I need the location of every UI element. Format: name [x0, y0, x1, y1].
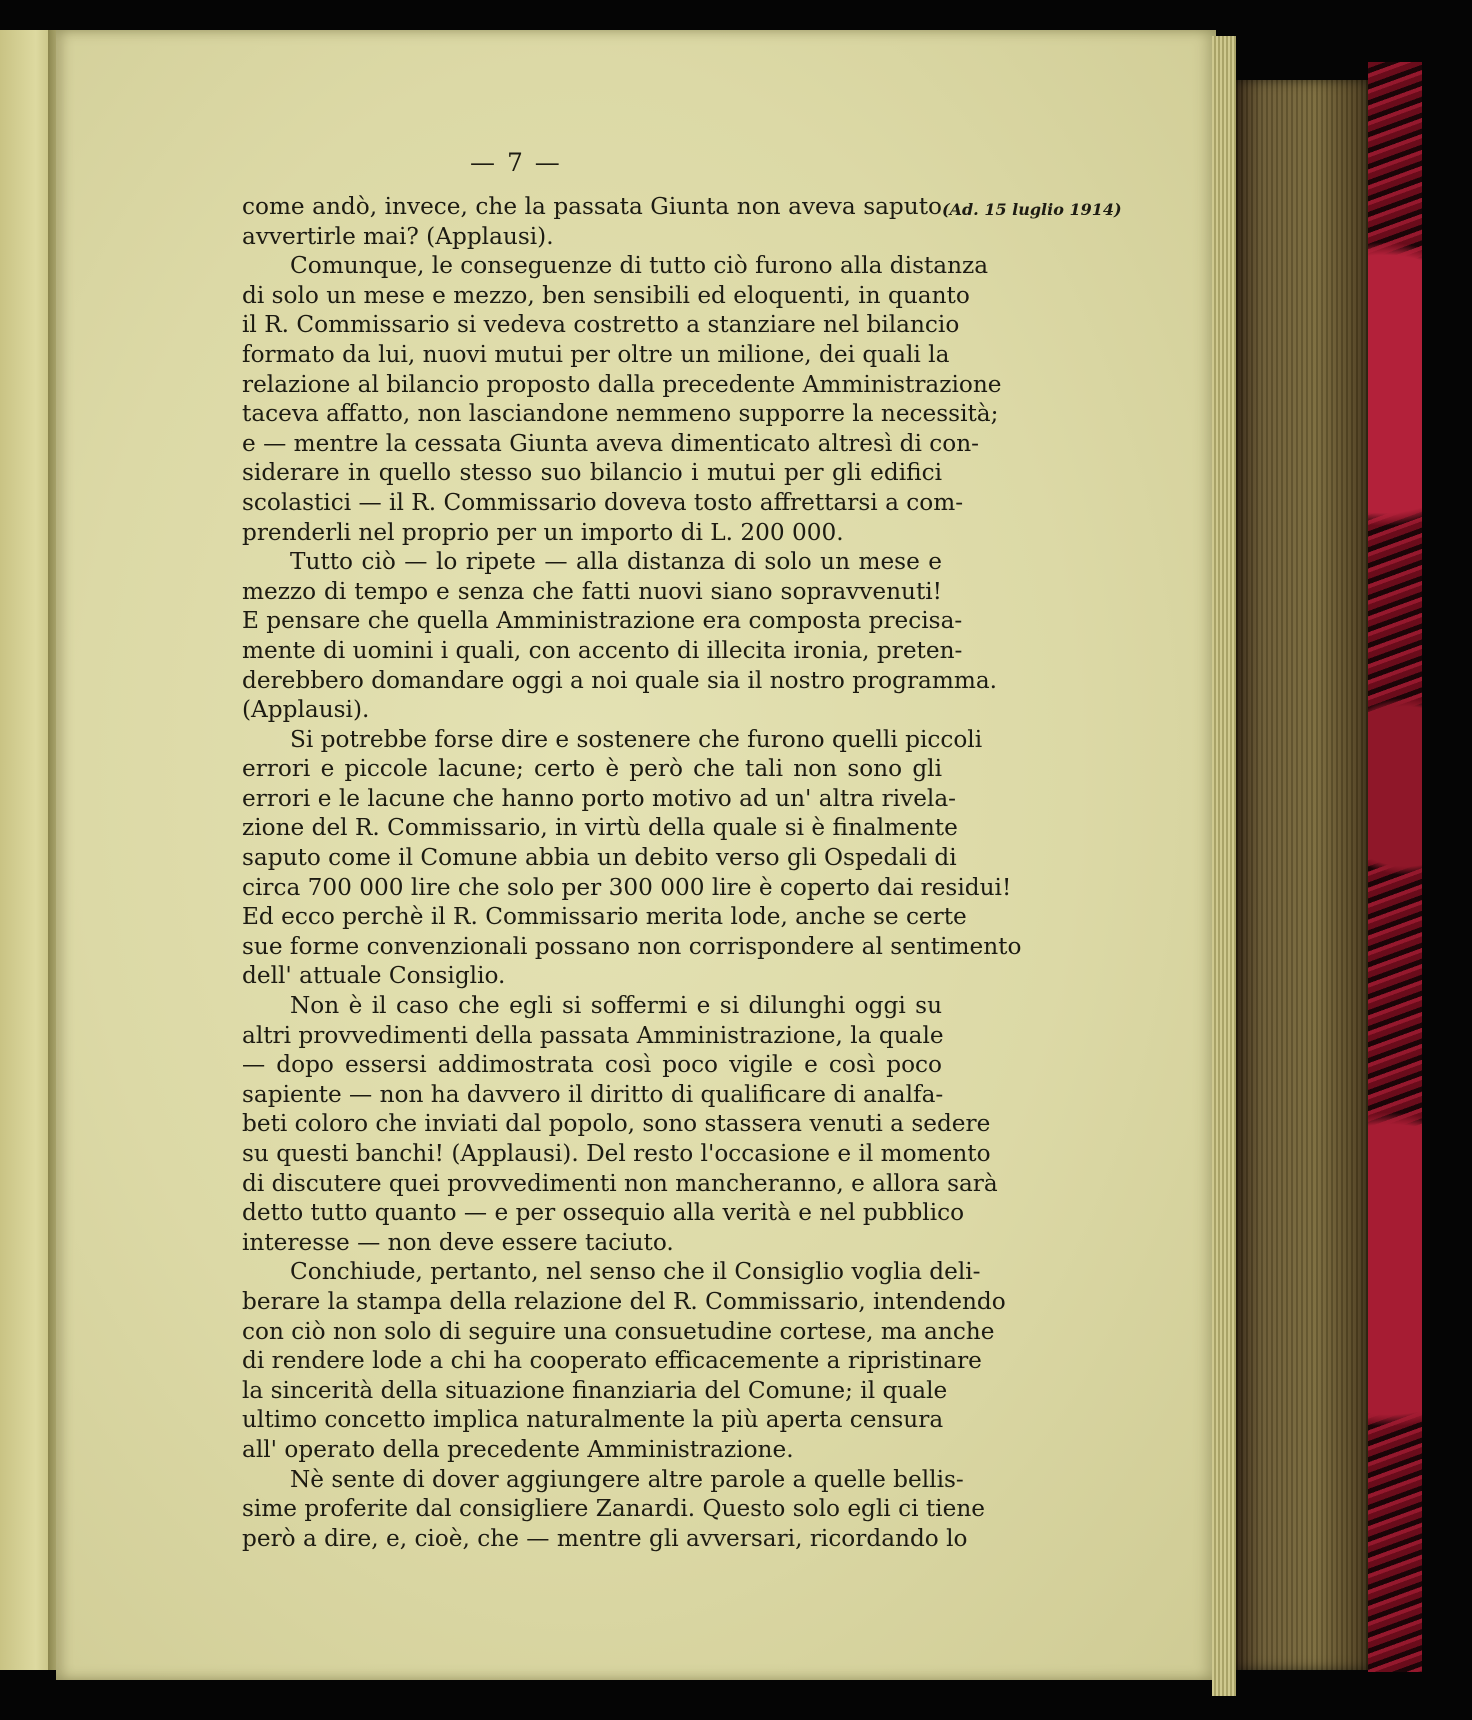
- text-line: Nè sente di dover aggiungere altre parole a quelle bellis-: [290, 1465, 964, 1493]
- text-line: su questi banchi! (Applausi). Del resto l'occasione e il momento: [242, 1140, 991, 1167]
- text-line: il R. Commissario si vedeva costretto a stanziare nel bilancio: [242, 311, 960, 339]
- text-line: di discutere quei provvedimenti non mancheranno, e allora sarà: [242, 1169, 998, 1197]
- text-line: — dopo essersi addimostrata così poco vigile e così poco: [242, 1051, 942, 1079]
- text-line: Comunque, le conseguenze di tutto ciò furono alla distanza: [290, 252, 989, 280]
- text-line: interesse — non deve essere taciuto.: [242, 1228, 674, 1256]
- margin-note-date: (Ad. 15 luglio 1914): [942, 200, 1122, 219]
- page-number-header: — 7 —: [470, 148, 562, 177]
- text-line: dell' attuale Consiglio.: [242, 962, 506, 990]
- text-line: scolastici — il R. Commissario doveva tosto affrettarsi a com-: [242, 488, 964, 516]
- text-line: prenderli nel proprio per un importo di L. 200 000.: [242, 518, 844, 546]
- text-line: berare la stampa della relazione del R. Commissario, intendendo: [242, 1287, 1006, 1315]
- text-line: altri provvedimenti della passata Amministrazione, la quale: [242, 1021, 944, 1049]
- text-line: zione del R. Commissario, in virtù della quale si è finalmente: [242, 814, 958, 842]
- text-line: Tutto ciò — lo ripete — alla distanza di solo un mese e: [290, 548, 942, 576]
- text-line: Non è il caso che egli si soffermi e si dilunghi oggi su: [290, 992, 942, 1020]
- text-line: sime proferite dal consigliere Zanardi. Questo solo egli ci tiene: [242, 1495, 985, 1523]
- text-line: sapiente — non ha davvero il diritto di qualificare di analfa-: [242, 1080, 944, 1108]
- text-line: Ed ecco perchè il R. Commissario merita lode, anche se certe: [242, 903, 967, 931]
- text-line: come andò, invece, che la passata Giunta non aveva saputo: [242, 193, 942, 220]
- text-line: taceva affatto, non lasciandone nemmeno supporre la necessità;: [242, 400, 999, 428]
- text-line: di rendere lode a chi ha cooperato efficacemente a ripristinare: [242, 1347, 982, 1375]
- text-line: sue forme convenzionali possano non corrispondere al sentimento: [242, 932, 1022, 960]
- text-line: Conchiude, pertanto, nel senso che il Consiglio voglia deli-: [290, 1258, 981, 1286]
- text-line: all' operato della precedente Amministrazione.: [242, 1435, 794, 1463]
- text-line: avvertirle mai? (Applausi).: [242, 222, 554, 250]
- text-line: con ciò non solo di seguire una consuetudine cortese, ma anche: [242, 1317, 995, 1345]
- text-line: mezzo di tempo e senza che fatti nuovi siano sopravvenuti!: [242, 577, 942, 605]
- text-line: saputo come il Comune abbia un debito verso gli Ospedali di: [242, 844, 957, 872]
- text-line: formato da lui, nuovi mutui per oltre un milione, dei quali la: [242, 340, 950, 368]
- text-line: però a dire, e, cioè, che — mentre gli avversari, ricordando lo: [242, 1524, 968, 1552]
- text-block-edge: [1236, 80, 1368, 1670]
- text-line: E pensare che quella Amministrazione era composta precisa-: [242, 607, 963, 635]
- text-line: errori e piccole lacune; certo è però che tali non sono gli: [242, 755, 942, 783]
- text-line: circa 700 000 lire che solo per 300 000 lire è coperto dai residui!: [242, 873, 1012, 901]
- text-line: e — mentre la cessata Giunta aveva dimenticato altresì di con-: [242, 429, 979, 457]
- text-line: (Applausi).: [242, 696, 370, 724]
- text-line: Si potrebbe forse dire e sostenere che furono quelli piccoli: [290, 725, 983, 753]
- text-line: derebbero domandare oggi a noi quale sia il nostro programma.: [242, 666, 998, 694]
- text-line: di solo un mese e mezzo, ben sensibili ed eloquenti, in quanto: [242, 281, 970, 309]
- body-text: [242, 192, 1022, 1553]
- text-line: beti coloro che inviati dal popolo, sono stassera venuti a sedere: [242, 1110, 991, 1138]
- text-line: mente di uomini i quali, con accento di illecita ironia, preten-: [242, 636, 963, 664]
- text-line: detto tutto quanto — e per ossequio alla verità e nel pubblico: [242, 1199, 965, 1227]
- text-line: errori e le lacune che hanno porto motivo ad un' altra rivela-: [242, 784, 957, 812]
- text-line: ultimo concetto implica naturalmente la più aperta censura: [242, 1406, 944, 1434]
- marbled-cover: [1368, 62, 1422, 1672]
- text-line: la sincerità della situazione finanziaria del Comune; il quale: [242, 1376, 948, 1404]
- text-line: siderare in quello stesso suo bilancio i mutui per gli edifici: [242, 459, 942, 487]
- page-edges: [1212, 36, 1236, 1696]
- text-line: relazione al bilancio proposto dalla precedente Amministrazione: [242, 370, 1002, 398]
